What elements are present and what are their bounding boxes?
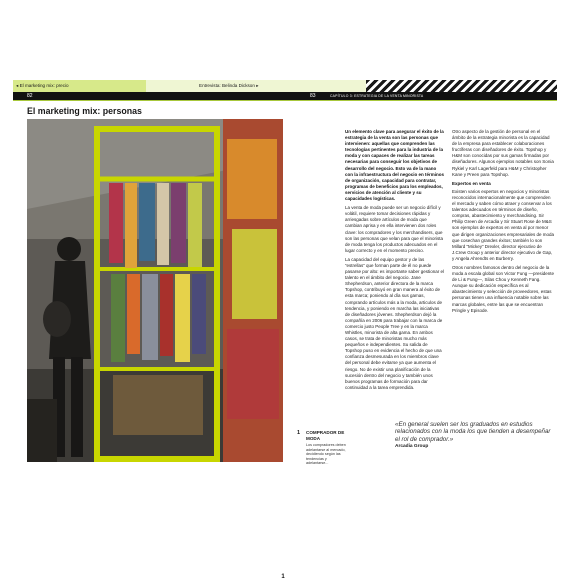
section-title: El marketing mix: personas xyxy=(27,106,142,116)
photo-number-badge: 1 xyxy=(278,572,288,582)
store-photo xyxy=(27,119,285,580)
body-column-1 xyxy=(345,129,445,394)
body-paragraph: Otro aspecto de la gestión de personal en el ámbito de la estrategia minorista es la capacidad de la empresa para establecer colaboraciones fructíferas con diseñadores de éxito. Topshop y H&M son conocidas por sus gamas firmadas por diseñadores. Algunos ejemplos notables son Sonia Rykiel y Karl Lagerfeld para H&M y Christopher Kane y Preen para Topshop. xyxy=(452,129,554,177)
caption-title: COMPRADOR DE MODA xyxy=(306,430,345,441)
page-number-right: 83 xyxy=(310,93,316,99)
nav-previous-link[interactable]: ◂ El marketing mix: precio xyxy=(13,80,146,92)
body-paragraph: La capacidad del equipo gestor y de las “estrellas” que forman parte de él no puede pasarse por alto: es importante saber gestionar el talento en el ámbito del negocio. Jane Shepherdson, anterior directora de la marca Topshop, contribuyó en gran manera al éxito de esta marca; poniendo al día sus gamas, comprando artículos más a la moda, articulos de tendencia, y poniendo en marcha las iniciativas de diseñadores jóvenes. Shepherdson dejó la compañía en 2006 para trabajar con la marca de comercio justo People Tree y en la marca Whistles, minorista de alta gama. En ambos casos, se trata de minoristas mucho más pequeños e independientes. Su salida de Topshop puso en evidencia el hecho de que una confianza desmesurada en los miembros clave del personal debe evitarse ya que aumenta el riesgo. No de existir una planificación de la sucesión dentro del negocio y también unos buenos programas de formación para dar continuidad a la tarea emprendida. xyxy=(345,256,445,390)
quote-text: «En general suelen ser los graduados en estudios relacionados con la moda los que tienden a desempeñar el rol de comprador.» xyxy=(395,421,551,443)
body-paragraph: Otros nombres famosos dentro del negocio de la moda a escala global son Victor Fung —presidente de Li & Fung—, Silas Chou y Kenneth Fang. Aunque su dedicación específica es al abastecimiento y selección de proveedores, estas personas tienen una influencia notable sobre las marcas globales, entre las que se encuentran Pringle y Episode. xyxy=(452,264,554,313)
folio-accent-line xyxy=(13,100,557,101)
header-nav-strip xyxy=(13,80,557,92)
page-number-left: 82 xyxy=(27,93,33,99)
caption-number: 1 xyxy=(297,430,301,436)
subheading: Expertos en venta xyxy=(452,180,491,186)
body-paragraph: La venta de moda puede ser un negocio difícil y volátil, requiere tomar decisiones rápidas y arriesgadas sobre artículos de moda que cambian aprisa y en ella intervienen dos roles clave: los compradores y los merchandisers, que son las personas que velan para que el minorista de moda tenga los productos adecuados en el lugar correcto y en el momento preciso. xyxy=(345,205,444,253)
chapter-title: CAPÍTULO 3: ESTRATEGIA DE LA VENTA MINORISTA xyxy=(330,94,424,98)
quote-source: Arcadia Group xyxy=(395,444,429,450)
body-column-2 xyxy=(452,129,555,317)
store-photo-illustration xyxy=(27,119,283,462)
caption-text: Los compradores deben adelantarse al mercado, decidiendo según las tendencias y adelantarse... xyxy=(306,443,346,466)
pull-quote xyxy=(395,421,555,449)
nav-next-link[interactable]: Entrevista: Belinda Dickson ▸ xyxy=(146,80,366,92)
folio-band xyxy=(13,92,557,101)
lead-paragraph: Un elemento clave para asegurar el éxito de la estrategia de la venta son las personas que intervienen: aquellas que comprenden las tecnologías pertinentes para la industria de la moda y con capaces de realizar las tareas necesarias para conseguir los objetivos de desarrollo del negocio. Esto va de la mano con la infraestructura del negocio en términos de organización, capacidad para contratar, programas de beneficios para los empleados, servicios de atención al cliente y su capacidades logísticas. xyxy=(345,129,445,202)
decorative-stripes xyxy=(366,80,557,92)
body-paragraph: Existen varios expertos en negocios y minoristas reconocidos internacionalmente que comprenden el mercado y saben cómo atraer y conservar a los talentos adecuados en términos de diseño, compras, abastecimiento y merchandising. Sir Philip Green de Arcadia y Sir Stuart Rose de M&S son ejemplos de expertos en venta al por menor que dirigen organizaciones empresariales de moda que cosechan grandes éxitos; también lo son Millard “Mickey” Drexler, director ejecutivo de J.Crew Group y anterior director ejecutivo de Gap, y Angela Ahrendts en Burberry. xyxy=(452,188,555,261)
